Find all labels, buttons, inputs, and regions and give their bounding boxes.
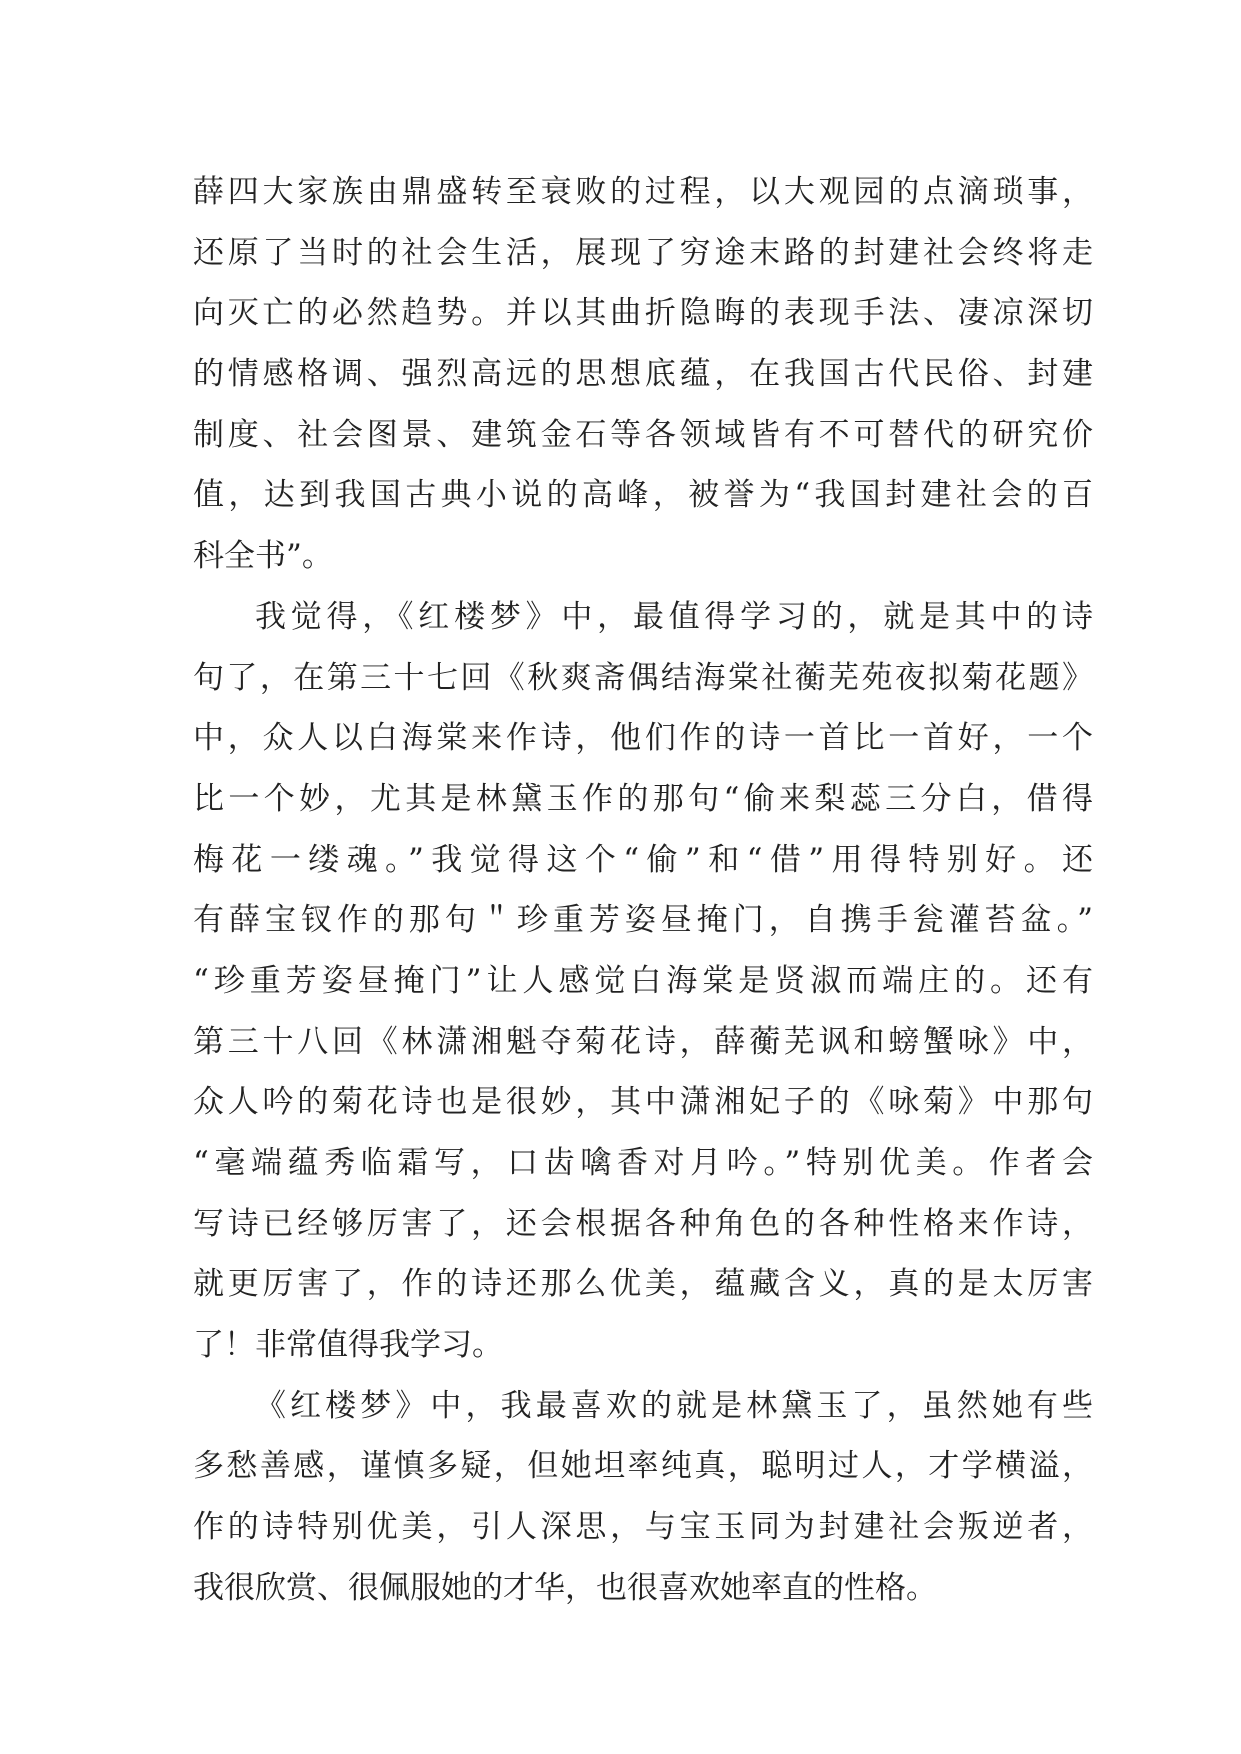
- text-line: 值，达到我国古典小说的高峰，被誉为“我国封建社会的百: [193, 477, 1093, 514]
- text-line: 梅花一缕魂。”我觉得这个“偷”和“借”用得特别好。还: [193, 841, 1093, 878]
- text-line: “毫端蕴秀临霜写，口齿噙香对月吟。”特别优美。作者会: [193, 1145, 1093, 1181]
- text-line: 科全书”。: [193, 538, 333, 575]
- text-line: 作的诗特别优美，引人深思，与宝玉同为封建社会叛逆者，: [193, 1509, 1093, 1546]
- text-line: 制度、社会图景、建筑金石等各领域皆有不可替代的研究价: [193, 416, 1093, 453]
- text-line: 句了，在第三十七回《秋爽斋偶结海棠社蘅芜苑夜拟菊花题》: [193, 659, 1093, 696]
- paragraph: [193, 162, 1093, 587]
- text-line: 有薛宝钗作的那句＂珍重芳姿昼掩门，自携手瓮灌苔盆。”: [193, 902, 1093, 939]
- text-line: 中，众人以白海棠来作诗，他们作的诗一首比一首好，一个: [193, 720, 1093, 757]
- text-line: 第三十八回《林潇湘魁夺菊花诗，薛蘅芜讽和螃蟹咏》中，: [193, 1023, 1093, 1060]
- text-line: 我觉得，《红楼梦》中，最值得学习的，就是其中的诗: [255, 598, 1093, 635]
- text-line: 我很欣赏、很佩服她的才华，也很喜欢她率直的性格。: [193, 1569, 937, 1606]
- body-text: [193, 162, 1093, 1619]
- text-line: 众人吟的菊花诗也是很妙，其中潇湘妃子的《咏菊》中那句: [193, 1084, 1093, 1121]
- text-line: 写诗已经够厉害了，还会根据各种角色的各种性格来作诗，: [193, 1205, 1093, 1242]
- text-line: 多愁善感，谨慎多疑，但她坦率纯真，聪明过人，才学横溢，: [193, 1448, 1093, 1485]
- text-line: 薛四大家族由鼎盛转至衰败的过程，以大观园的点滴琐事，: [193, 174, 1093, 210]
- paragraph: [193, 587, 1093, 1376]
- text-line: “珍重芳姿昼掩门”让人感觉白海棠是贤淑而端庄的。还有: [193, 962, 1093, 999]
- text-line: 还原了当时的社会生活，展现了穷途末路的封建社会终将走: [193, 234, 1093, 271]
- text-line: 《红楼梦》中，我最喜欢的就是林黛玉了，虽然她有些: [255, 1387, 1093, 1424]
- paragraph: [193, 1376, 1093, 1619]
- text-line: 的情感格调、强烈高远的思想底蕴，在我国古代民俗、封建: [193, 356, 1093, 393]
- text-line: 比一个妙，尤其是林黛玉作的那句“偷来梨蕊三分白，借得: [193, 780, 1093, 817]
- text-line: 就更厉害了，作的诗还那么优美，蕴藏含义，真的是太厉害: [193, 1266, 1093, 1303]
- text-line: 了！非常值得我学习。: [193, 1327, 503, 1364]
- text-line: 向灭亡的必然趋势。并以其曲折隐晦的表现手法、凄凉深切: [193, 295, 1093, 332]
